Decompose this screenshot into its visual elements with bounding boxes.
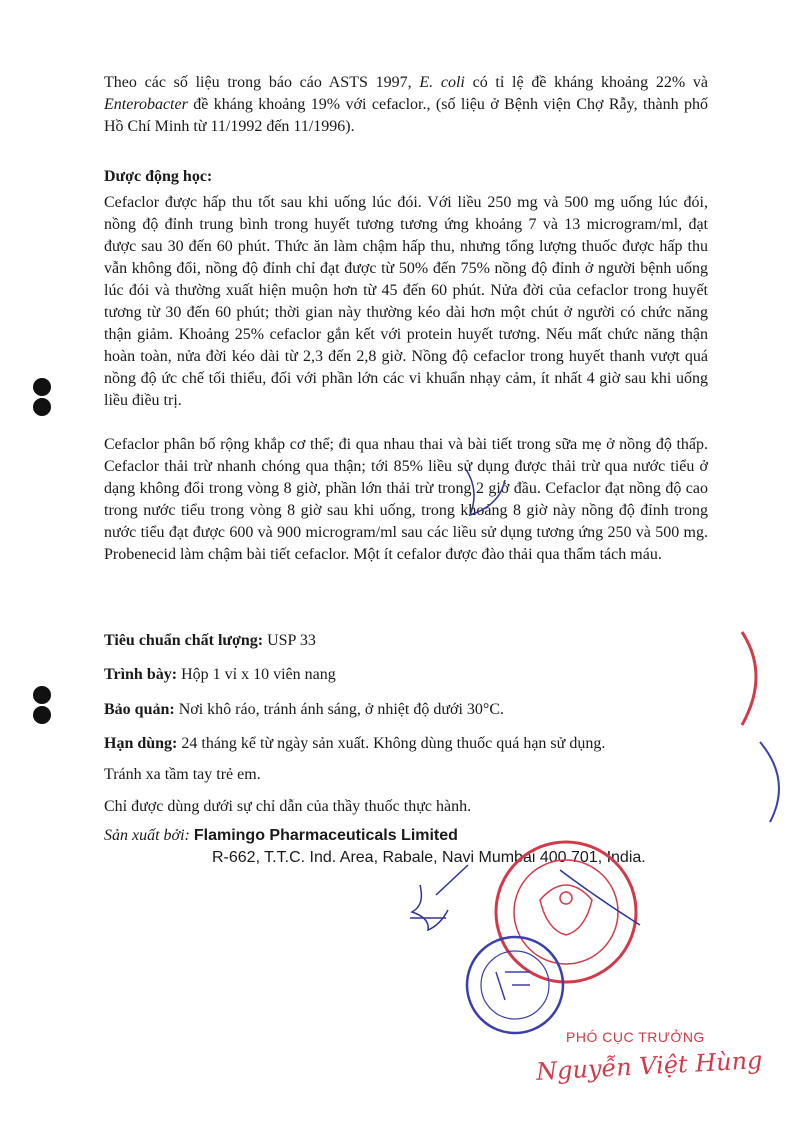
manufacturer-label: Sản xuất bởi:: [104, 827, 190, 844]
pharmacokinetics-paragraph-1: Cefaclor được hấp thu tốt sau khi uống lúc đói. Với liều 250 mg và 500 mg uống lúc đói, nồng độ đỉnh trung bình trong huyết tương tương ứng khoảng 7 và 13 microgram/ml, đạt được sau 30 đến 60 phút. Thức ăn làm chậm hấp thu, nhưng tổng lượng thuốc được hấp thu vẫn không đổi, nồng độ đỉnh chỉ đạt được từ 50% đến 75% nồng độ đỉnh ở người bệnh uống lúc đói và thường xuất hiện muộn hơn từ 45 đến 60 phút. Nửa đời của cefaclor trong huyết tương từ 30 đến 60 phút; thời gian này thường kéo dài hơn một chút ở người có chức năng thận giảm. Khoảng 25% cefaclor gắn kết với protein huyết tương. Nếu mất chức năng thận hoàn toàn, nửa đời kéo dài từ 2,3 đến 2,8 giờ. Nồng độ cefaclor trong huyết thanh vượt quá nồng độ ức chế tối thiểu, đối với phần lớn các vi khuẩn nhạy cảm, ít nhất 4 giờ sau khi uống liều điều trị.: [104, 194, 708, 409]
expiry-label: Hạn dùng:: [104, 735, 178, 752]
signer-title: PHÓ CỤC TRƯỞNG: [566, 1029, 705, 1045]
quality-label: Tiêu chuẩn chất lượng:: [104, 632, 264, 649]
enterobacter-italic: Enterobacter: [104, 96, 188, 113]
pharmacokinetics-heading: Dược động học:: [104, 168, 213, 185]
company-stamp-icon: [467, 937, 563, 1033]
edge-stamp-arc: [742, 632, 756, 725]
quality-value: USP 33: [263, 632, 316, 649]
handwritten-signature-strokes: [410, 468, 640, 930]
intro-text-3: đề kháng khoảng 19% với cefaclor., (số liệu ở Bệnh viện Chợ Rẫy, thành phố Hồ Chí Minh từ 11/1992 đến 11/1996).: [104, 96, 708, 135]
intro-text-1: Theo các số liệu trong báo cáo ASTS 1997,: [104, 74, 420, 91]
children-warning: Tránh xa tầm tay trẻ em.: [104, 766, 261, 783]
manufacturer-name: Flamingo Pharmaceuticals Limited: [193, 827, 458, 844]
prescription-warning: Chỉ được dùng dưới sự chỉ dẫn của thầy thuốc thực hành.: [104, 798, 472, 815]
manufacturer-address: R-662, T.T.C. Ind. Area, Rabale, Navi Mumbai 400 701, India.: [212, 849, 646, 866]
expiry-value: 24 tháng kể từ ngày sản xuất. Không dùng thuốc quá hạn sử dụng.: [177, 735, 606, 752]
storage-label: Bảo quản:: [104, 701, 175, 718]
official-seal-icon: [496, 842, 636, 982]
intro-text-2: có tỉ lệ đề kháng khoảng 22% và: [464, 74, 709, 91]
pharmacokinetics-paragraph-2: Cefaclor phân bố rộng khắp cơ thể; đi qua nhau thai và bài tiết trong sữa mẹ ở nồng độ thấp. Cefaclor thải trừ nhanh chóng qua thận; tới 85% liều sử dụng được thải trừ qua nước tiểu ở dạng không đổi trong vòng 8 giờ, phần lớn thải trừ trong 2 giờ đầu. Cefaclor đạt nồng độ cao trong nước tiểu trong vòng 8 giờ sau khi uống, trong khoảng 8 giờ này nồng độ đỉnh trong nước tiểu đạt được 600 và 900 microgram/ml sau các liều sử dụng tương ứng 250 và 500 mg. Probenecid làm chậm bài tiết cefaclor. Một ít cefalor được đào thải qua thẩm tách máu.: [104, 436, 708, 563]
edge-stamp-arc-blue: [760, 742, 779, 822]
signer-name: Nguyễn Việt Hùng: [535, 1046, 764, 1086]
presentation-label: Trình bày:: [104, 666, 178, 683]
presentation-value: Hộp 1 vỉ x 10 viên nang: [177, 666, 336, 683]
storage-value: Nơi khô ráo, tránh ánh sáng, ở nhiệt độ dưới 30°C.: [174, 701, 504, 718]
ecoli-italic: E. coli: [419, 74, 465, 91]
